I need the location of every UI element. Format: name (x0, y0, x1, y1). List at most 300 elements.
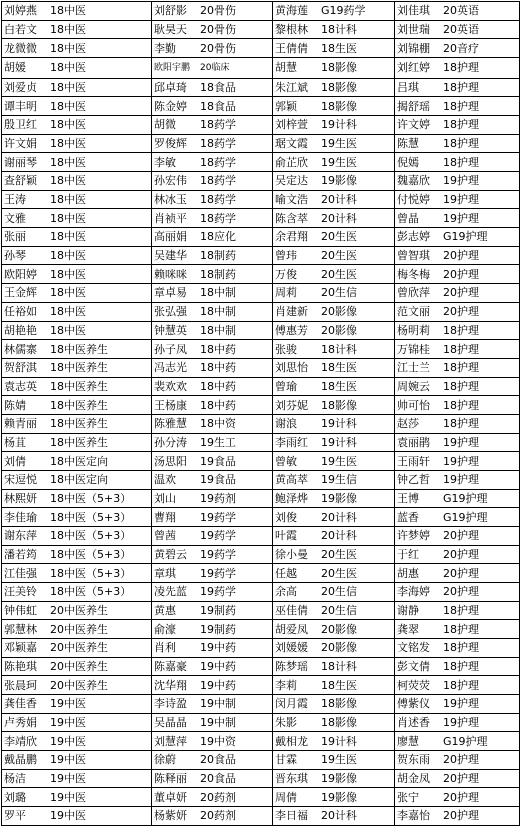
student-name: 刘梓萱 (275, 118, 308, 132)
student-class: 18药学 (200, 137, 236, 151)
student-class: 18中医定向 (50, 473, 108, 487)
student-class: 18应化 (200, 230, 236, 244)
roster-cell (273, 750, 395, 769)
student-class: 19护理 (443, 211, 479, 225)
student-class: 19影像 (321, 174, 357, 188)
roster-cell (152, 638, 273, 657)
table-row (2, 676, 520, 695)
student-class: 18中医（5+3） (50, 510, 132, 524)
student-name: 章卓易 (154, 286, 187, 300)
student-class: 20影像 (321, 305, 357, 319)
student-class: 18中医 (50, 81, 86, 95)
roster-cell (152, 153, 273, 172)
table-row (2, 377, 520, 396)
student-name: 肖利 (154, 641, 176, 655)
table-row (2, 340, 520, 359)
student-class: 18影像 (321, 697, 357, 711)
roster-cell (273, 190, 395, 209)
roster-cell (395, 545, 520, 564)
roster-cell (395, 526, 520, 545)
table-row (2, 209, 520, 228)
student-name: 肖述香 (397, 715, 430, 729)
roster-cell (152, 452, 273, 471)
table-row (2, 228, 520, 247)
roster-cell (152, 732, 273, 751)
student-name: 冯志光 (154, 361, 187, 375)
student-name: 戴晶鹏 (4, 753, 37, 767)
student-name: 胡艳艳 (4, 323, 37, 337)
student-name: 刘爱贞 (4, 81, 37, 95)
student-name: 郭颖 (275, 99, 297, 113)
student-name: 李日福 (275, 809, 308, 823)
roster-cell (273, 340, 395, 359)
student-class: 20骨伤 (200, 4, 236, 18)
student-name: 黄碧云 (154, 547, 187, 561)
roster-cell (2, 769, 152, 788)
student-class: 18中医 (50, 4, 86, 18)
student-name: 胡惠 (397, 566, 419, 580)
student-name: 吕琪 (397, 81, 419, 95)
student-name: 李海婷 (397, 585, 430, 599)
student-name: 孙分涛 (154, 435, 187, 449)
student-name: 钟伟虹 (4, 603, 37, 617)
student-class: 18药学 (200, 193, 236, 207)
student-name: 刘舒影 (154, 4, 187, 18)
table-row (2, 788, 520, 807)
student-class: 20计科 (321, 211, 357, 225)
roster-cell (152, 433, 273, 452)
table-row (2, 470, 520, 489)
student-name: 裴欢欢 (154, 379, 187, 393)
student-name: 黎根林 (275, 23, 308, 36)
student-name: 曾瑜 (275, 379, 297, 393)
student-class: 19药学 (200, 510, 236, 524)
roster-cell (395, 396, 520, 415)
student-class: 19食品 (200, 454, 236, 468)
student-name: 张弘强 (154, 305, 187, 319)
student-name: 王倩倩 (275, 41, 308, 55)
student-class: 19中药 (200, 641, 236, 655)
roster-cell (273, 694, 395, 713)
roster-cell (152, 564, 273, 583)
student-class: 20生医 (321, 547, 357, 561)
roster-cell (2, 358, 152, 377)
student-class: 18食品 (200, 81, 236, 95)
student-name: 周婉云 (397, 379, 430, 393)
roster-cell (2, 788, 152, 807)
roster-cell (273, 284, 395, 303)
roster-cell (152, 545, 273, 564)
student-name: 俞芷欣 (275, 155, 308, 169)
student-name: 余高 (275, 585, 297, 599)
student-class: 20英语 (443, 23, 479, 36)
roster-cell (395, 358, 520, 377)
roster-cell (152, 377, 273, 396)
student-name: 曾玮 (275, 249, 297, 263)
table-row (2, 153, 520, 172)
student-name: 林冰玉 (154, 193, 187, 207)
roster-cell (273, 2, 395, 21)
table-row (2, 713, 520, 732)
student-name: 张骏 (275, 342, 297, 356)
roster-cell (152, 750, 273, 769)
student-name: 罗俊辉 (154, 137, 187, 151)
roster-cell (395, 78, 520, 97)
roster-cell (395, 97, 520, 116)
student-class: 18护理 (443, 417, 479, 431)
roster-cell (2, 414, 152, 433)
table-row (2, 78, 520, 97)
roster-cell (152, 713, 273, 732)
student-class: 19生医 (321, 454, 357, 468)
roster-cell (152, 526, 273, 545)
student-name: 陈梦瑶 (275, 659, 308, 673)
table-row (2, 116, 520, 135)
roster-cell (273, 321, 395, 340)
student-name: 闵月霞 (275, 697, 308, 711)
roster-cell (273, 564, 395, 583)
student-name: 鲍泽烨 (275, 491, 308, 505)
roster-cell (2, 321, 152, 340)
student-class: 18影像 (321, 99, 357, 113)
student-class: 18中医养生 (50, 361, 108, 375)
student-class: 18中药 (200, 398, 236, 412)
student-name: 陈含萃 (275, 211, 308, 225)
student-name: 王博 (397, 491, 419, 505)
student-name: 张宁 (397, 790, 419, 804)
student-name: 郭慧林 (4, 622, 37, 636)
student-class: 18护理 (443, 622, 479, 636)
student-class: 19药学 (200, 566, 236, 580)
student-name: 戴相龙 (275, 734, 308, 748)
roster-cell (2, 190, 152, 209)
roster-cell (273, 209, 395, 228)
student-name: 胡爱凤 (275, 622, 308, 636)
roster-cell (273, 601, 395, 620)
table-row (2, 750, 520, 769)
roster-cell (395, 508, 520, 527)
table-row (2, 433, 520, 452)
student-class: 19药学 (200, 585, 236, 599)
student-name: 吴建华 (154, 249, 187, 263)
student-class: 18中药 (200, 342, 236, 356)
student-name: 傅惠芳 (275, 323, 308, 337)
student-name: 殷卫红 (4, 118, 37, 132)
student-name: 袁丽鹃 (397, 435, 430, 449)
roster-cell (273, 116, 395, 135)
student-class: 18中医 (50, 211, 86, 225)
student-class: 18中资 (200, 417, 236, 431)
roster-cell (2, 508, 152, 527)
student-roster-table (1, 1, 520, 826)
student-name: 孙子凤 (154, 342, 187, 356)
roster-cell (2, 153, 152, 172)
student-name: 朱江斌 (275, 81, 308, 95)
student-name: 廖慧 (397, 734, 419, 748)
roster-cell (152, 358, 273, 377)
roster-cell (152, 470, 273, 489)
student-name: 刘山 (154, 491, 176, 505)
student-name: 彭文倩 (397, 659, 430, 673)
roster-cell (273, 470, 395, 489)
student-name: 刘红婷 (397, 61, 430, 75)
student-class: 18中医养生 (50, 398, 108, 412)
roster-cell (273, 78, 395, 97)
student-name: 陈嘉豪 (154, 659, 187, 673)
student-name: 周莉 (275, 286, 297, 300)
student-name: 胡微 (154, 118, 176, 132)
student-name: 刘佳琪 (397, 4, 430, 18)
student-name: 万锦桂 (397, 342, 430, 356)
student-class: 20药剂 (200, 809, 236, 823)
student-class: 18中医养生 (50, 417, 108, 431)
student-class: 20护理 (443, 566, 479, 580)
student-class: 19中医 (50, 753, 86, 767)
roster-cell (395, 750, 520, 769)
student-name: 甘霖 (275, 753, 297, 767)
student-class: 19生医 (321, 137, 357, 151)
roster-cell (2, 377, 152, 396)
roster-cell (395, 788, 520, 807)
student-class: 19影像 (321, 790, 357, 804)
roster-cell (2, 116, 152, 135)
student-class: 19生信 (321, 473, 357, 487)
student-class: 20中医养生 (50, 641, 108, 655)
roster-cell (152, 302, 273, 321)
student-name: 付悦婷 (397, 193, 430, 207)
roster-cell (273, 620, 395, 639)
roster-cell (152, 284, 273, 303)
roster-cell (152, 2, 273, 21)
student-class: 19食品 (200, 473, 236, 487)
table-row (2, 2, 520, 21)
roster-cell (152, 396, 273, 415)
table-row (2, 284, 520, 303)
student-class: 18中医定向 (50, 454, 108, 468)
student-name: 高丽娟 (154, 230, 187, 244)
student-class: 18中药 (200, 361, 236, 375)
roster-cell (273, 246, 395, 265)
student-name: 许文婷 (397, 118, 430, 132)
student-class: 19中医 (50, 790, 86, 804)
student-class: 20音疗 (443, 41, 479, 55)
table-row (2, 489, 520, 508)
student-name: 彭志婷 (397, 230, 430, 244)
table-row (2, 526, 520, 545)
student-name: 谭丰明 (4, 99, 37, 113)
roster-cell (273, 414, 395, 433)
student-name: 陈慧 (397, 137, 419, 151)
student-class: 20生信 (321, 286, 357, 300)
student-class: 19计科 (321, 118, 357, 132)
roster-cell (152, 190, 273, 209)
student-class: 19中资 (200, 734, 236, 748)
student-class: G19护理 (443, 491, 488, 505)
roster-cell (395, 564, 520, 583)
student-class: 18生医 (321, 361, 357, 375)
student-class: 18中医养生 (50, 435, 108, 449)
student-name: 曾茜 (154, 529, 176, 543)
student-class: G19护理 (443, 230, 488, 244)
student-class: 18中医 (50, 61, 86, 75)
student-name: 吴定达 (275, 174, 308, 188)
roster-cell (2, 20, 152, 39)
roster-cell (273, 489, 395, 508)
student-name: 谢静 (397, 603, 419, 617)
student-class: 20食品 (200, 771, 236, 785)
student-class: 20护理 (443, 267, 479, 281)
student-class: 18护理 (443, 118, 479, 132)
student-class: 18中医 (50, 230, 86, 244)
student-name: 钟乙哲 (397, 473, 430, 487)
roster-cell (395, 676, 520, 695)
student-name: 周倩 (275, 790, 297, 804)
student-class: 18中医养生 (50, 342, 108, 356)
table-row (2, 414, 520, 433)
table-row (2, 694, 520, 713)
student-name: 李嘉怡 (397, 809, 430, 823)
student-class: 19中医 (50, 771, 86, 785)
table-row (2, 657, 520, 676)
student-class: 19生工 (200, 435, 236, 449)
roster-cell (395, 246, 520, 265)
student-name: 李靖欣 (4, 734, 37, 748)
roster-cell (2, 638, 152, 657)
student-name: 余君翔 (275, 230, 308, 244)
student-class: 18中医 (50, 323, 86, 337)
student-name: 王雨轩 (397, 454, 430, 468)
roster-cell (2, 620, 152, 639)
student-class: 19生医 (321, 753, 357, 767)
roster-cell (152, 20, 273, 39)
student-class: G19护理 (443, 734, 488, 748)
roster-cell (395, 638, 520, 657)
student-class: 19制药 (200, 622, 236, 636)
student-name: 陈婧 (4, 398, 26, 412)
student-name: 曾晶 (397, 211, 419, 225)
roster-cell (2, 265, 152, 284)
table-row (2, 508, 520, 527)
roster-cell (273, 153, 395, 172)
roster-cell (152, 788, 273, 807)
student-class: 20护理 (443, 809, 479, 823)
student-name: 汤思阳 (154, 454, 187, 468)
student-name: 任越 (275, 566, 297, 580)
roster-cell (152, 508, 273, 527)
student-class: 18中医 (50, 118, 86, 132)
student-name: 任裕如 (4, 305, 37, 319)
student-name: 龚佳香 (4, 697, 37, 711)
roster-cell (395, 39, 520, 58)
roster-body (2, 2, 520, 826)
student-name: 许梦婷 (397, 529, 430, 543)
student-class: 18中制 (200, 323, 236, 337)
roster-cell (395, 134, 520, 153)
student-class: 19中制 (200, 715, 236, 729)
student-name: 徐小曼 (275, 547, 308, 561)
roster-cell (152, 806, 273, 825)
student-name: 晋东琪 (275, 771, 308, 785)
roster-cell (152, 769, 273, 788)
student-class: 19计科 (321, 417, 357, 431)
table-row (2, 20, 520, 39)
student-name: 刘芬妮 (275, 398, 308, 412)
student-class: 20生医 (321, 566, 357, 580)
student-class: 20计科 (321, 529, 357, 543)
student-class: 19护理 (443, 715, 479, 729)
student-class: 18护理 (443, 81, 479, 95)
student-name: 李佳瑜 (4, 510, 37, 524)
student-name: 徐蔚 (154, 753, 176, 767)
student-class: 19计科 (321, 435, 357, 449)
student-class: 18护理 (443, 361, 479, 375)
student-name: 罗平 (4, 809, 26, 823)
roster-cell (273, 172, 395, 191)
student-name: 肖建新 (275, 305, 308, 319)
student-name: 李敏 (154, 155, 176, 169)
student-class: 18中医 (50, 193, 86, 207)
roster-cell (2, 694, 152, 713)
roster-cell (2, 452, 152, 471)
roster-cell (2, 750, 152, 769)
student-class: 19中医 (50, 697, 86, 711)
student-class: 19护理 (443, 174, 479, 188)
student-name: 谢丽琴 (4, 155, 37, 169)
roster-cell (152, 489, 273, 508)
student-name: 卢秀娟 (4, 715, 37, 729)
student-class: 20生医 (321, 249, 357, 263)
student-name: 江佳强 (4, 566, 37, 580)
student-class: 20中医养生 (50, 659, 108, 673)
student-class: 20护理 (443, 249, 479, 263)
student-class: 18中医 (50, 305, 86, 319)
roster-cell (395, 694, 520, 713)
student-name: 邱卓琦 (154, 81, 187, 95)
student-class: 20中医养生 (50, 622, 108, 636)
student-class: 20计科 (321, 809, 357, 823)
roster-cell (273, 769, 395, 788)
roster-cell (2, 302, 152, 321)
student-name: 陈艳琪 (4, 659, 37, 673)
student-class: G19药学 (321, 4, 366, 18)
student-class: 18护理 (443, 155, 479, 169)
student-class: 18计科 (321, 659, 357, 673)
student-name: 章琪 (154, 566, 176, 580)
student-name: 刘思怡 (275, 361, 308, 375)
roster-cell (152, 414, 273, 433)
student-class: 19护理 (443, 454, 479, 468)
roster-cell (2, 396, 152, 415)
student-name: 孙琴 (4, 249, 26, 263)
student-class: 20影像 (321, 323, 357, 337)
student-class: 18中医（5+3） (50, 529, 132, 543)
student-class: 18影像 (321, 398, 357, 412)
roster-cell (2, 564, 152, 583)
roster-cell (395, 769, 520, 788)
roster-cell (273, 713, 395, 732)
student-name: 江士兰 (397, 361, 430, 375)
student-class: 20英语 (443, 4, 479, 18)
student-name: 赵莎 (397, 417, 419, 431)
roster-cell (273, 657, 395, 676)
roster-cell (152, 134, 273, 153)
student-name: 曾智琪 (397, 249, 430, 263)
roster-cell (395, 657, 520, 676)
roster-cell (273, 97, 395, 116)
student-class: G19护理 (443, 510, 488, 524)
roster-cell (2, 526, 152, 545)
roster-cell (2, 284, 152, 303)
